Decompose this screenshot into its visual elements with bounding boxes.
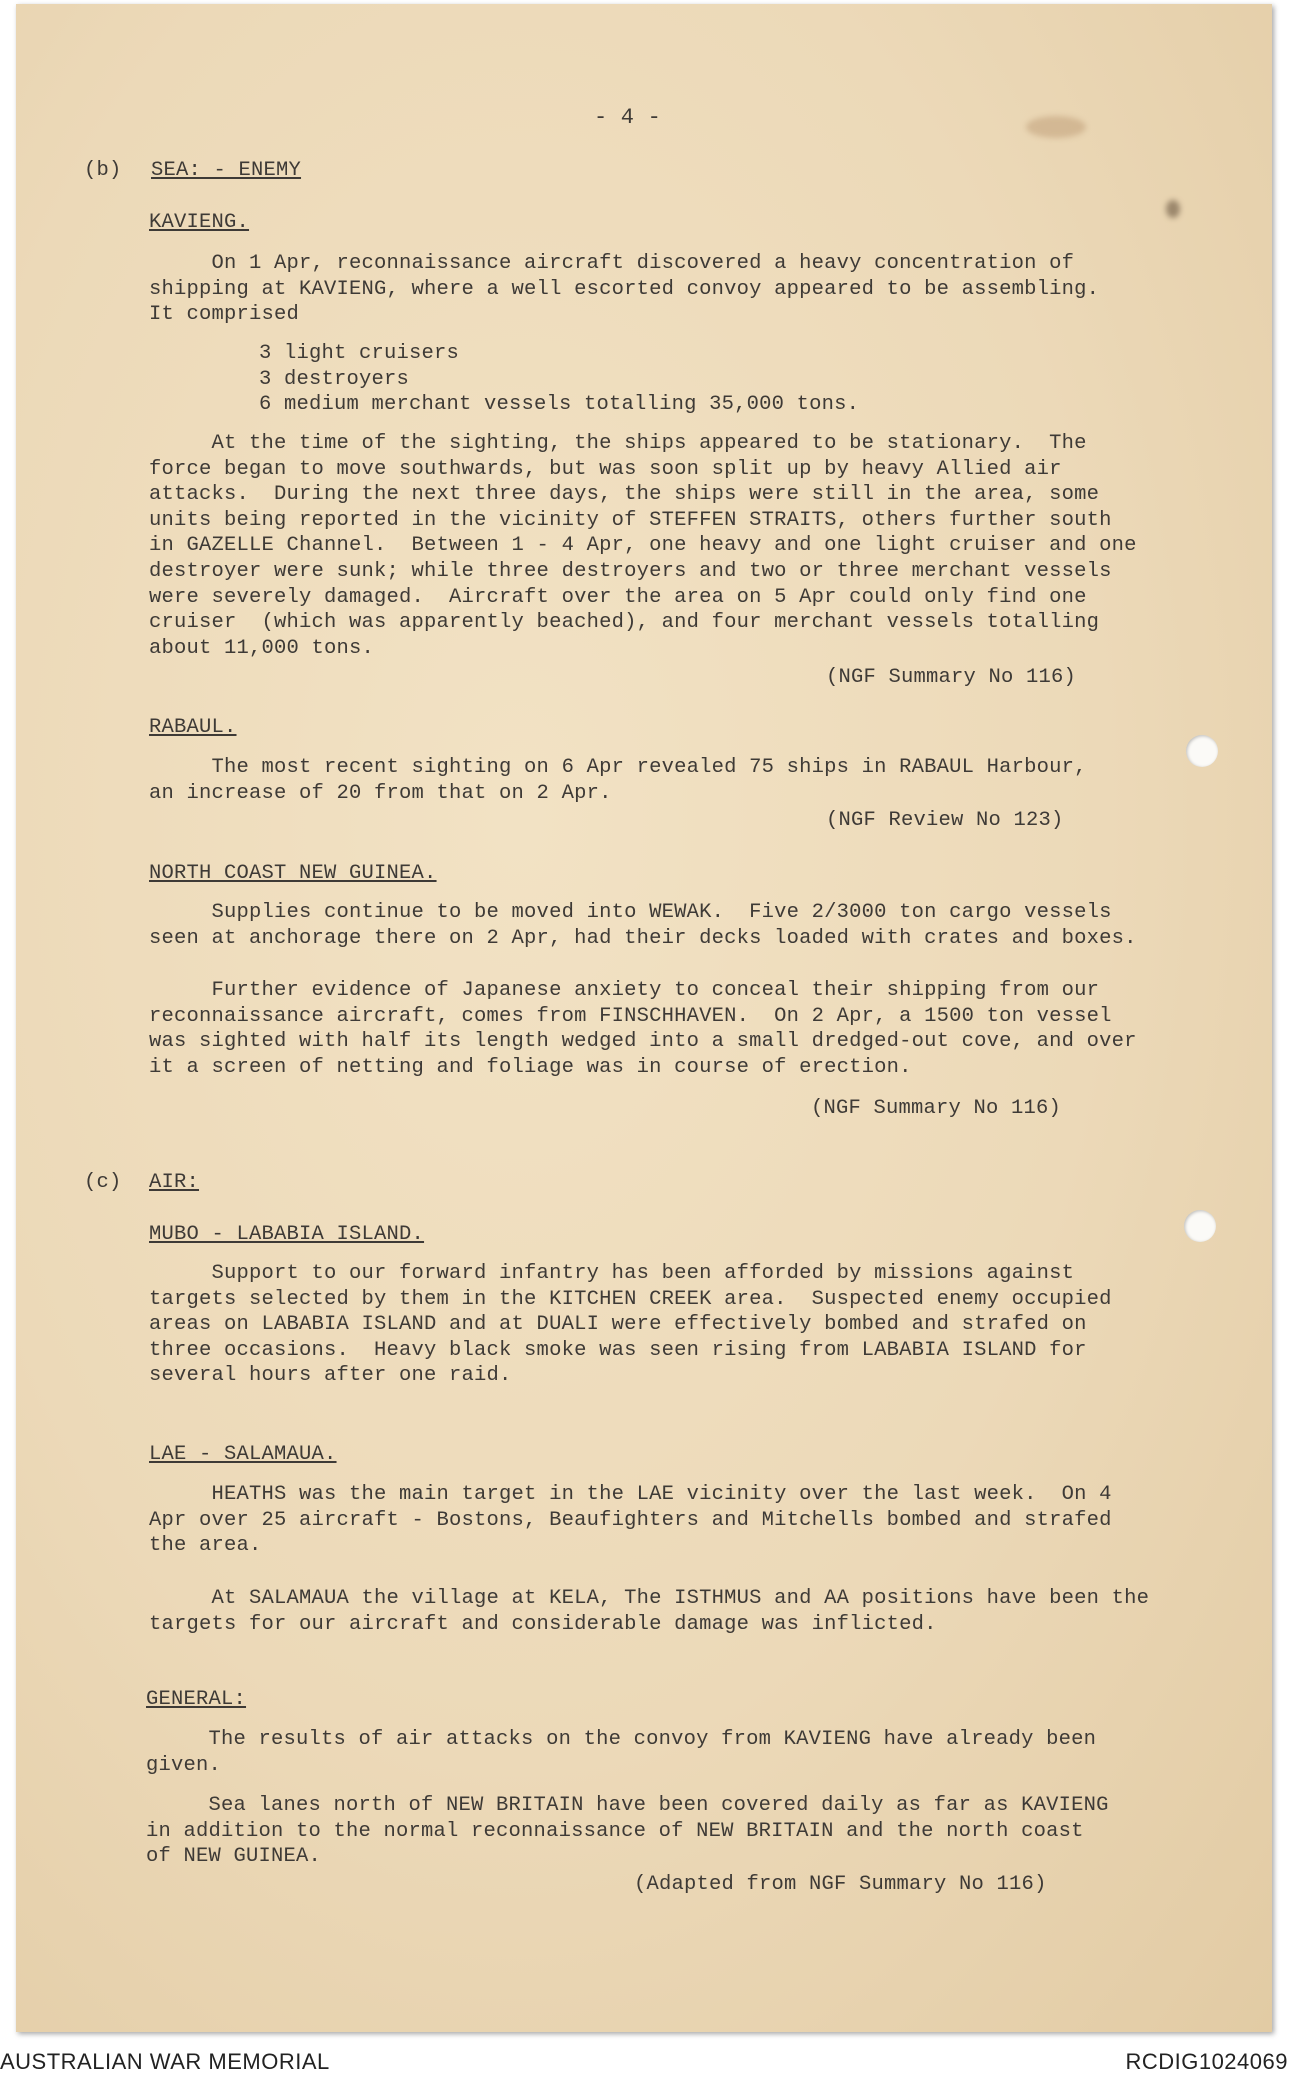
mubo-heading: MUBO - LABABIA ISLAND.: [149, 1223, 425, 1246]
section-c-title: AIR:: [149, 1171, 200, 1194]
section-b-letter: (b): [84, 159, 122, 182]
kavieng-ship-list: 3 light cruisers 3 destroyers 6 medium merchant vessels totalling 35,000 tons.: [259, 342, 860, 417]
page-number: - 4 -: [594, 105, 662, 130]
general-body-1: The results of air attacks on the convoy from KAVIENG have already been given.: [146, 1728, 1097, 1777]
general-citation: (Adapted from NGF Summary No 116): [634, 1873, 1047, 1896]
mubo-body: Support to our forward infantry has been afforded by missions against targets selected by them in the KITCHEN CREEK area. Suspected enemy occupied areas on LABABIA ISLAND and at DUALI were effectively bombed and strafed on three occasions. Heavy black smoke was seen rising from LABABIA ISLAND for several hours after one raid.: [149, 1262, 1112, 1388]
archive-source-label: AUSTRALIAN WAR MEMORIAL: [0, 2049, 330, 2074]
north-coast-heading: NORTH COAST NEW GUINEA.: [149, 862, 437, 885]
north-coast-citation: (NGF Summary No 116): [811, 1097, 1062, 1120]
kavieng-intro: On 1 Apr, reconnaissance aircraft discovered a heavy concentration of shipping at KAVIENG, where a well escorted convoy appeared to be assembling. It comprised: [149, 252, 1100, 327]
document-body: [16, 4, 1272, 2032]
document-page: [16, 4, 1272, 2032]
rabaul-heading: RABAUL.: [149, 716, 237, 739]
lae-heading: LAE - SALAMAUA.: [149, 1443, 337, 1466]
general-body-2: Sea lanes north of NEW BRITAIN have been covered daily as far as KAVIENG in addition to the normal reconnaissance of NEW BRITAIN and the north coast of NEW GUINEA.: [146, 1794, 1109, 1869]
kavieng-body: At the time of the sighting, the ships appeared to be stationary. The force began to move southwards, but was soon split up by heavy Allied air attacks. During the next three days, the ships were still in the area, some units being reported in the vicinity of STEFFEN STRAITS, others further south in GAZELLE Channel. Between 1 - 4 Apr, one heavy and one light cruiser and one destroyer were sunk; while three destroyers and two or three merchant vessels were severely damaged. Aircraft over the area on 5 Apr could only find one cruiser (which was apparently beached), and four merchant vessels totalling about 11,000 tons.: [149, 432, 1137, 660]
lae-body-1: HEATHS was the main target in the LAE vicinity over the last week. On 4 Apr over 25 aircraft - Bostons, Beaufighters and Mitchells bombed and strafed the area.: [149, 1483, 1112, 1558]
general-heading: GENERAL:: [146, 1688, 247, 1711]
rabaul-body: The most recent sighting on 6 Apr revealed 75 ships in RABAUL Harbour, an increase of 20 from that on 2 Apr.: [149, 756, 1087, 805]
north-coast-body-2: Further evidence of Japanese anxiety to conceal their shipping from our reconnaissance aircraft, comes from FINSCHHAVEN. On 2 Apr, a 1500 ton vessel was sighted with half its length wedged into a small dredged-out cove, and over it a screen of netting and foliage was in course of erection.: [149, 979, 1137, 1079]
kavieng-heading: KAVIENG.: [149, 211, 250, 234]
section-b-title: SEA: - ENEMY: [151, 159, 302, 182]
lae-body-2: At SALAMAUA the village at KELA, The ISTHMUS and AA positions have been the targets for our aircraft and considerable damage was inflicted.: [149, 1587, 1150, 1636]
section-c-letter: (c): [84, 1171, 122, 1194]
kavieng-citation: (NGF Summary No 116): [826, 666, 1077, 689]
rabaul-citation: (NGF Review No 123): [826, 809, 1064, 832]
archive-record-id: RCDIG1024069: [1125, 2049, 1288, 2074]
north-coast-body-1: Supplies continue to be moved into WEWAK. Five 2/3000 ton cargo vessels seen at anchorage there on 2 Apr, had their decks loaded with crates and boxes.: [149, 901, 1137, 950]
